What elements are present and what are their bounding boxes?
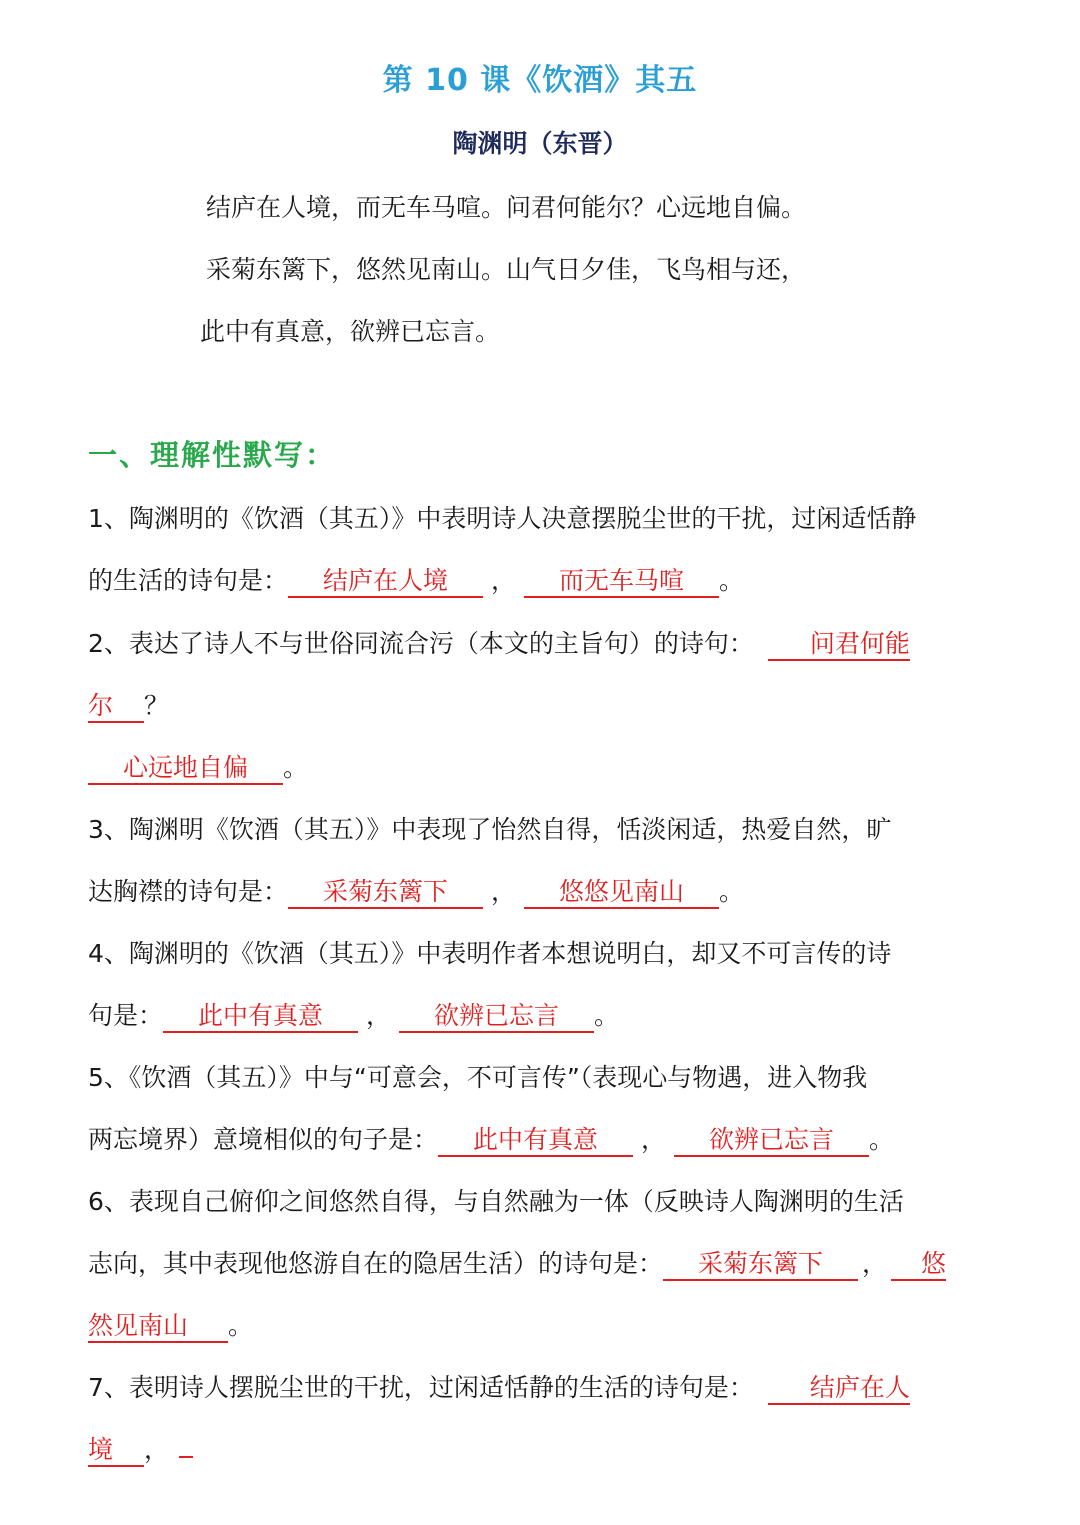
question-7-line-2 [88, 1430, 193, 1467]
comma: ， [641, 1125, 667, 1154]
question-6-line-2 [88, 1244, 946, 1281]
question-2-line-1 [88, 624, 910, 661]
question-5-prompt: 两忘境界）意境相似的句子是： [88, 1125, 439, 1154]
question-7-line-1 [88, 1368, 910, 1405]
question-mark: ？ [144, 691, 170, 720]
question-6-prompt: 志向，其中表现他悠游自在的隐居生活）的诗句是： [88, 1249, 664, 1278]
answer-blank: 采菊东篱下 [288, 877, 483, 909]
period: 。 [283, 753, 309, 782]
comma: ， [491, 566, 517, 595]
question-1-line-1: 1、陶渊明的《饮酒（其五）》中表明诗人决意摆脱尘世的干扰，过闲适恬静 [88, 504, 917, 533]
question-7-prompt: 7、表明诗人摆脱尘世的干扰，过闲适恬静的生活的诗句是： [88, 1373, 754, 1402]
answer-blank: 而无车马喧 [524, 566, 719, 598]
poem-author: 陶渊明（东晋） [452, 129, 628, 158]
question-3-prompt: 达胸襟的诗句是： [88, 877, 289, 906]
period: 。 [869, 1125, 895, 1154]
question-2-line-2 [88, 686, 169, 723]
answer-blank: 问君何能 [768, 629, 910, 661]
question-2-prompt: 2、表达了诗人不与世俗同流合污（本文的主旨句）的诗句： [88, 629, 754, 658]
answer-blank: 结庐在人 [768, 1373, 910, 1405]
question-5-line-2 [88, 1120, 894, 1157]
period: 。 [594, 1001, 620, 1030]
answer-blank: 悠悠见南山 [524, 877, 719, 909]
comma: ， [144, 1435, 170, 1464]
lesson-title: 第 10 课《饮酒》其五 [382, 63, 698, 98]
section-heading: 一、理解性默写： [88, 438, 337, 472]
comma: ， [366, 1001, 392, 1030]
question-6-line-1: 6、表现自己俯仰之间悠然自得，与自然融为一体（反映诗人陶渊明的生活 [88, 1187, 904, 1216]
answer-blank: 结庐在人境 [288, 566, 483, 598]
period: 。 [719, 877, 745, 906]
answer-blank-continued: 然见南山 [88, 1311, 228, 1343]
poem-line-2: 采菊东篱下，悠然见南山。山气日夕佳，飞鸟相与还， [206, 255, 807, 284]
comma: ， [862, 1249, 888, 1278]
answer-blank: 此中有真意 [163, 1001, 358, 1033]
answer-blank-continued: 尔 [88, 691, 144, 723]
question-6-line-3 [88, 1306, 253, 1343]
answer-blank-empty [179, 1456, 193, 1458]
period: 。 [228, 1311, 254, 1340]
question-4-line-1: 4、陶渊明的《饮酒（其五）》中表明作者本想说明白，却又不可言传的诗 [88, 939, 892, 968]
answer-blank-continued: 境 [88, 1435, 144, 1467]
answer-blank: 欲辨已忘言 [674, 1125, 869, 1157]
answer-blank: 心远地自偏 [88, 753, 283, 785]
question-4-line-2 [88, 996, 619, 1033]
question-5-line-1: 5、《饮酒（其五）》中与“可意会，不可言传”（表现心与物遇，进入物我 [88, 1063, 868, 1092]
question-1-line-2 [88, 561, 744, 598]
question-3-line-1: 3、陶渊明《饮酒（其五）》中表现了怡然自得，恬淡闲适，热爱自然，旷 [88, 815, 892, 844]
question-1-prompt: 的生活的诗句是： [88, 566, 289, 595]
answer-blank: 悠 [891, 1249, 946, 1281]
question-2-line-3 [88, 748, 308, 785]
comma: ， [491, 877, 517, 906]
question-4-prompt: 句是： [88, 1001, 164, 1030]
period: 。 [719, 566, 745, 595]
poem-line-1: 结庐在人境，而无车马喧。问君何能尔？心远地自偏。 [206, 193, 807, 222]
answer-blank: 欲辨已忘言 [399, 1001, 594, 1033]
answer-blank: 采菊东篱下 [663, 1249, 858, 1281]
question-3-line-2 [88, 872, 744, 909]
answer-blank: 此中有真意 [438, 1125, 633, 1157]
poem-line-3: 此中有真意，欲辨已忘言。 [200, 317, 501, 346]
